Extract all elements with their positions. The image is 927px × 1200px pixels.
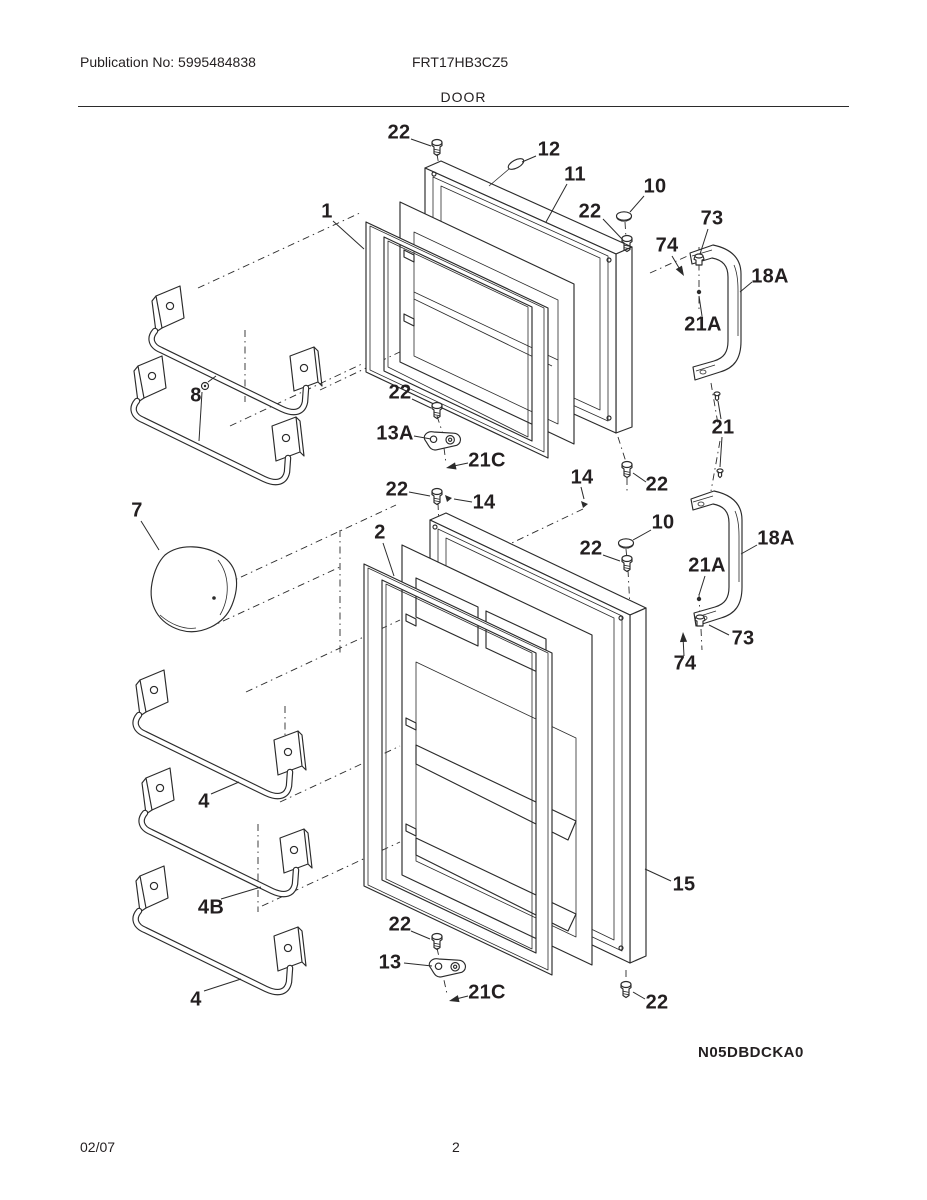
part-label-21A: 21A: [684, 313, 722, 336]
part-label-13A: 13A: [376, 422, 414, 445]
part-label-21C: 21C: [468, 449, 506, 472]
footer-date: 02/07: [80, 1139, 116, 1155]
section-title: DOOR: [440, 89, 487, 105]
screw-icon: [432, 934, 442, 950]
part-label-18A: 18A: [751, 265, 789, 288]
hinge-screw-icon: [714, 392, 720, 401]
screw-icon: [432, 140, 442, 156]
dairy-cover: [151, 547, 236, 632]
part-label-21A: 21A: [688, 554, 726, 577]
part-label-22: 22: [579, 537, 603, 560]
part-label-14: 14: [570, 466, 594, 489]
hole-plug-icon: [619, 539, 634, 548]
hinge-screw-icon: [717, 469, 723, 478]
part-label-22: 22: [388, 381, 412, 404]
part-label-12: 12: [537, 138, 561, 161]
part-label-4: 4: [190, 988, 202, 1011]
part-label-18A: 18A: [757, 527, 795, 550]
screw-icon: [621, 982, 631, 998]
part-label-7: 7: [131, 499, 143, 522]
part-label-11: 11: [564, 163, 586, 186]
pin-icon: [581, 501, 588, 508]
freezer-shelf-bars: [134, 286, 322, 482]
model-number: FRT17HB3CZ5: [412, 54, 509, 70]
handle-grommet-icon: [694, 254, 704, 265]
part-label-2: 2: [374, 521, 386, 544]
part-label-22: 22: [645, 473, 669, 496]
part-label-10: 10: [643, 175, 667, 198]
screw-icon: [432, 489, 442, 505]
part-label-4: 4: [198, 790, 210, 813]
part-label-22: 22: [645, 991, 669, 1014]
hole-plug-icon: [617, 212, 632, 221]
part-label-14: 14: [472, 491, 496, 514]
shelf-retainer-bar: [152, 286, 322, 412]
part-label-8: 8: [190, 384, 202, 407]
part-label-4B: 4B: [197, 896, 225, 919]
side-face: [616, 247, 632, 433]
part-label-22: 22: [385, 478, 409, 501]
part-label-73: 73: [700, 207, 724, 230]
part-label-73: 73: [731, 627, 755, 650]
screw-icon: [622, 556, 632, 572]
hole-plug-icon: [507, 156, 526, 171]
diagram-id: N05DBDCKA0: [698, 1044, 804, 1061]
handle-grommet-icon: [695, 615, 705, 626]
part-label-21C: 21C: [468, 981, 506, 1004]
fridge-shelf-bars: [136, 670, 312, 992]
part-label-22: 22: [387, 121, 411, 144]
side-face: [630, 608, 646, 963]
pin-icon: [445, 495, 452, 502]
screw-point: [697, 290, 701, 294]
shelf-retainer-bar: [136, 866, 306, 992]
part-label-1: 1: [321, 200, 333, 223]
part-label-74: 74: [655, 234, 679, 257]
part-label-74: 74: [673, 652, 697, 675]
screw-point: [697, 597, 701, 601]
part-label-21: 21: [711, 416, 735, 439]
part-label-10: 10: [651, 511, 675, 534]
hinge-bearing-icon: [428, 952, 467, 979]
part-label-22: 22: [578, 200, 602, 223]
part-label-13: 13: [378, 951, 402, 974]
screw-icon: [622, 462, 632, 478]
footer-page-number: 2: [452, 1139, 460, 1155]
part-label-15: 15: [672, 873, 696, 896]
publication-number: Publication No: 5995484838: [80, 54, 256, 70]
part-label-22: 22: [388, 913, 412, 936]
